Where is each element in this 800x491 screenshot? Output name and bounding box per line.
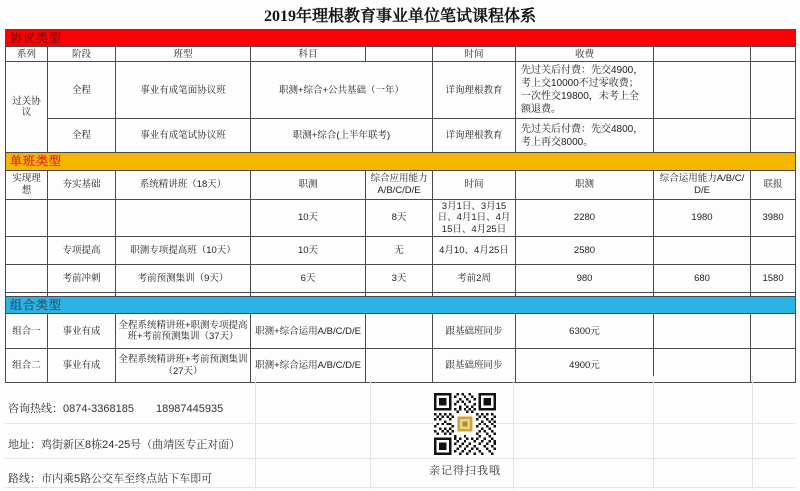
cell-time: 详询理根教育 (433, 119, 516, 153)
cell-price-zhice: 2280 (516, 199, 654, 236)
header-fee: 收费 (516, 47, 654, 62)
cell-stage: 全程 (48, 119, 116, 153)
grid-line (370, 376, 371, 489)
cell-phase: 考前冲刺 (48, 264, 116, 292)
cell-price-zonghe: 1980 (654, 199, 751, 236)
cell-class-name: 全程系统精讲班+职测专项提高班+考前预测集训（37天） (116, 314, 251, 349)
cell-empty (6, 236, 48, 264)
cell-empty (751, 349, 796, 383)
cell-price-lianbao: 3980 (751, 199, 796, 236)
grid-line (5, 423, 795, 424)
cell-empty (751, 236, 796, 264)
cell-subject: 职测+综合运用A/B/C/D/E (251, 314, 366, 349)
cell-empty (751, 314, 796, 349)
qr-code-icon (433, 393, 497, 455)
route-text: 路线：市内乘5路公交车至终点站下车即可 (8, 473, 213, 485)
cell-phase: 专项提高 (48, 236, 116, 264)
cell-price-zonghe: 680 (654, 264, 751, 292)
header-zhice-price: 职测 (516, 170, 654, 199)
cell-empty (48, 199, 116, 236)
header-zonghe-apply: 综合应用能力A/B/C/D/E (366, 170, 433, 199)
cell-empty (654, 62, 751, 119)
cell-stage: 事业有成 (48, 349, 116, 383)
header-lianbao: 联报 (751, 170, 796, 199)
cell-empty (654, 349, 751, 383)
grid-line (752, 376, 753, 489)
cell-dates: 4月10、4月25日 (433, 236, 516, 264)
cell-price-lianbao: 1580 (751, 264, 796, 292)
grid-line (255, 376, 256, 489)
cell-combo-name: 组合二 (6, 349, 48, 383)
header-class-type: 班型 (116, 47, 251, 62)
cell-class-name: 考前预测集训（9天） (116, 264, 251, 292)
cell-fee: 先过关后付费：先交4800，考上再交8000。 (516, 119, 654, 153)
cell-empty (751, 119, 796, 153)
grid-line (5, 487, 795, 488)
cell-combo-name: 组合一 (6, 314, 48, 349)
cell-class-name: 职测专项提高班（10天） (116, 236, 251, 264)
cell-price-zhice: 2580 (516, 236, 654, 264)
header-stage: 阶段 (48, 47, 116, 62)
cell-time: 详询理根教育 (433, 62, 516, 119)
header-series: 系列 (6, 47, 48, 62)
section-band-single: 单班类型 (6, 153, 796, 170)
header-zonghe-price: 综合运用能力A/B/C/D/E (654, 170, 751, 199)
cell-schedule: 跟基础班同步 (433, 349, 516, 383)
cell-empty (6, 199, 48, 236)
cell-days-zonghe: 8天 (366, 199, 433, 236)
cell-class-type: 事业有成笔面协议班 (116, 62, 251, 119)
header-time: 时间 (433, 47, 516, 62)
cell-dates: 3月1日、3月15日、4月1日、4月15日、4月25日 (433, 199, 516, 236)
page-title: 2019年理根教育事业单位笔试课程体系 (263, 8, 536, 25)
cell-price-zhice: 980 (516, 264, 654, 292)
grid-line (653, 376, 654, 489)
header-zhice: 职测 (251, 170, 366, 199)
course-table (5, 29, 796, 383)
cell-days-zhice: 10天 (251, 199, 366, 236)
cell-price: 4900元 (516, 349, 654, 383)
cell-empty (654, 47, 751, 62)
section-band-agreement: 协议类型 (6, 30, 796, 47)
cell-stage: 全程 (48, 62, 116, 119)
cell-empty (366, 314, 433, 349)
qr-caption: 亲记得扫我哦 (429, 465, 501, 477)
header-time: 时间 (433, 170, 516, 199)
cell-stage: 事业有成 (48, 314, 116, 349)
header-subject: 科目 (251, 47, 366, 62)
section-band-combo: 组合类型 (6, 296, 796, 313)
cell-empty (6, 264, 48, 292)
header-phase: 夯实基础 (48, 170, 116, 199)
cell-days-zhice: 6天 (251, 264, 366, 292)
cell-empty (751, 62, 796, 119)
cell-empty (366, 47, 433, 62)
cell-empty (654, 314, 751, 349)
cell-dates: 考前2周 (433, 264, 516, 292)
header-goal: 实现理想 (6, 170, 48, 199)
cell-class-name: 全程系统精讲班+考前预测集训（27天） (116, 349, 251, 383)
cell-subject: 职测+综合运用A/B/C/D/E (251, 349, 366, 383)
address-text: 地址：鸡街新区8栋24-25号（曲靖医专正对面） (8, 439, 241, 451)
cell-empty (654, 119, 751, 153)
cell-fee: 先过关后付费：先交4900，考上交10000不过零收费；一次性交19800，未考上全额退费。 (516, 62, 654, 119)
cell-subject: 职测+综合(上半年联考) (251, 119, 433, 153)
cell-price: 6300元 (516, 314, 654, 349)
header-class-name: 系统精讲班（18天） (116, 170, 251, 199)
cell-empty (116, 199, 251, 236)
cell-days-zonghe: 无 (366, 236, 433, 264)
cell-days-zonghe: 3天 (366, 264, 433, 292)
grid-line (513, 376, 514, 489)
hotline-text: 咨询热线：0874-3368185 18987445935 (8, 403, 224, 415)
cell-series: 过关协议 (6, 62, 48, 153)
cell-class-type: 事业有成笔试协议班 (116, 119, 251, 153)
cell-subject: 职测+综合+公共基础（一年） (251, 62, 433, 119)
grid-line (5, 458, 795, 459)
cell-empty (751, 47, 796, 62)
cell-empty (366, 349, 433, 383)
cell-schedule: 跟基础班同步 (433, 314, 516, 349)
cell-empty (654, 236, 751, 264)
cell-days-zhice: 10天 (251, 236, 366, 264)
